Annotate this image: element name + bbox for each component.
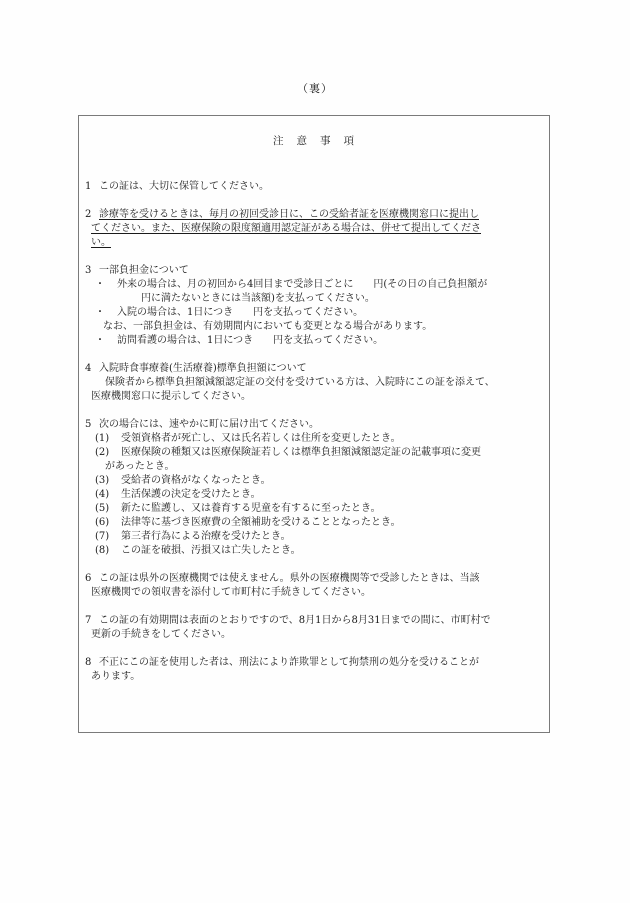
- notice-title: [79, 133, 549, 148]
- section-6: [85, 572, 545, 600]
- section-title: 次の場合には、速やかに町に届け出てください。: [99, 419, 319, 430]
- section-text: この証は、大切に保管してください。: [99, 181, 269, 192]
- list-item-text: 受領資格者が死亡し、又は氏名若しくは住所を変更したとき。: [121, 433, 401, 444]
- list-item: [85, 432, 545, 446]
- section-4: [85, 362, 545, 404]
- section-text-line: い。: [91, 237, 111, 248]
- bullet-icon: ・: [95, 279, 105, 290]
- bullet-item: [85, 278, 545, 292]
- bullet-item: [85, 334, 545, 348]
- section-note: なお、一部負担金は、有効期間内においても変更となる場合があります。: [103, 321, 433, 332]
- section-text-line: この証の有効期間は表面のとおりですので、8月1日から8月31日までの間に、市町村で: [99, 615, 491, 626]
- bullet-icon: ・: [95, 307, 105, 318]
- section-1: [85, 180, 545, 194]
- list-item-text: 新たに監護し、又は養育する児童を有するに至ったとき。: [121, 503, 381, 514]
- list-item: [85, 488, 545, 502]
- section-number: 8: [85, 657, 92, 668]
- list-item-text: この証を破損、汚損又は亡失したとき。: [121, 545, 301, 556]
- notice-box: [78, 115, 550, 733]
- bullet-icon: ・: [95, 335, 105, 346]
- bullet-item: [85, 306, 545, 320]
- list-item: [85, 530, 545, 544]
- list-item-text-cont: があったとき。: [105, 461, 175, 472]
- section-number: 5: [85, 419, 92, 430]
- list-item: [85, 474, 545, 488]
- list-item-number: (8): [95, 545, 110, 556]
- section-3: [85, 264, 545, 348]
- notice-content: [85, 180, 545, 698]
- list-item-text: 第三者行為による治療を受けたとき。: [121, 531, 291, 542]
- section-number: 6: [85, 573, 92, 584]
- list-item-text: 医療保険の種類又は医療保険証若しくは標準負担額減額認定証の記載事項に変更: [121, 447, 481, 458]
- list-item: [85, 446, 545, 460]
- section-number: 2: [85, 209, 92, 220]
- list-item-number: (4): [95, 489, 110, 500]
- bullet-text-cont: 円に満たないときには当該額)を支払ってください。: [141, 293, 375, 304]
- title-char: 意: [296, 135, 308, 147]
- section-text-line: 医療機関での領収書を添付して市町村に手続きしてください。: [91, 587, 371, 598]
- list-item-number: (6): [95, 517, 110, 528]
- section-title: 入院時食事療養(生活療養)標準負担額について: [99, 363, 307, 374]
- list-item-text: 生活保護の決定を受けたとき。: [121, 489, 261, 500]
- section-title: 一部負担金について: [99, 265, 189, 276]
- section-number: 7: [85, 615, 92, 626]
- list-item-number: (3): [95, 475, 110, 486]
- list-item: [85, 502, 545, 516]
- section-text-line: この証は県外の医療機関では使えません。県外の医療機関等で受診したときは、当該: [99, 573, 480, 584]
- list-item-number: (5): [95, 503, 110, 514]
- bullet-text: 入院の場合は、1日につき 円を支払ってください。: [117, 307, 364, 318]
- section-text-line: あります。: [91, 671, 141, 682]
- section-text-line: 更新の手続きをしてください。: [91, 629, 231, 640]
- section-8: [85, 656, 545, 684]
- list-item-number: (2): [95, 447, 110, 458]
- list-item: [85, 516, 545, 530]
- list-item: [85, 544, 545, 558]
- title-char: 項: [343, 135, 355, 147]
- title-char: 注: [273, 135, 285, 147]
- section-text-line: 診療等を受けるときは、毎月の初回受診日に、この受給者証を医療機関窓口に提出し: [99, 209, 479, 220]
- section-text-line: 不正にこの証を使用した者は、刑法により詐欺罪として拘禁刑の処分を受けることが: [99, 657, 479, 668]
- title-char: 事: [320, 135, 332, 147]
- section-5: [85, 418, 545, 558]
- page-heading: （裏）: [297, 82, 333, 95]
- section-2: [85, 208, 545, 250]
- section-number: 1: [85, 181, 92, 192]
- list-item-number: (7): [95, 531, 110, 542]
- section-number: 4: [85, 363, 92, 374]
- list-item-text: 受給者の資格がなくなったとき。: [121, 475, 271, 486]
- bullet-text: 訪問看護の場合は、1日につき 円を支払ってください。: [117, 335, 384, 346]
- list-item-text: 法律等に基づき医療費の全額補助を受けることとなったとき。: [121, 517, 401, 528]
- section-7: [85, 614, 545, 642]
- section-number: 3: [85, 265, 92, 276]
- bullet-text: 外来の場合は、月の初回から4回目まで受診日ごとに 円(その日の自己負担額が: [117, 279, 488, 290]
- section-text-line: 保険者から標準負担額減額認定証の交付を受けている方は、入院時にこの証を添えて、: [105, 377, 495, 388]
- section-text-line: てください。また、医療保険の限度額適用認定証がある場合は、併せて提出してくださ: [91, 223, 481, 234]
- section-text-line: 医療機関窓口に提示してください。: [91, 391, 251, 402]
- list-item-number: (1): [95, 433, 110, 444]
